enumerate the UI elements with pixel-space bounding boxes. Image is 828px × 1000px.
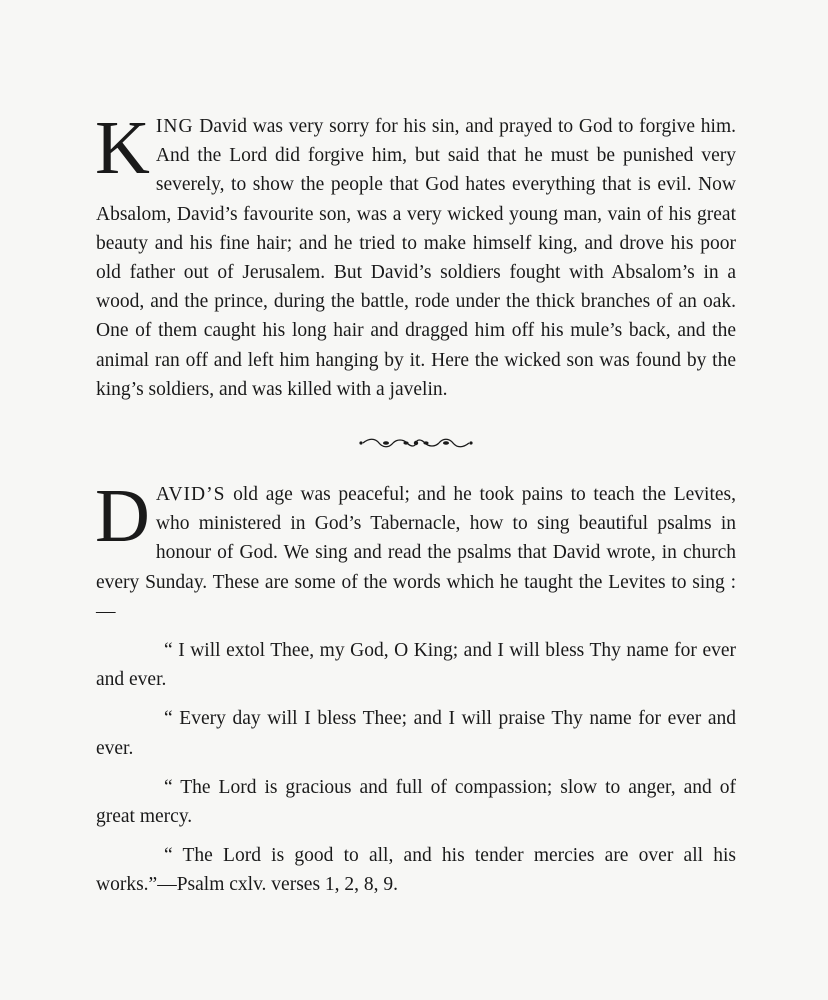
page-body [95, 106, 736, 900]
dropcap-k: K [95, 106, 150, 190]
psalm-verse-3: “ The Lord is gracious and full of compassion; slow to anger, and of great mercy. [96, 776, 736, 828]
lead-caps-davids: AVID’S [155, 484, 226, 506]
psalm-verse-4: “ The Lord is good to all, and his tender mercies are over all his works.”—Psalm cxlv. verses 1, 2, 8, 9. [96, 845, 736, 896]
paragraph-king-david [95, 106, 736, 404]
dropcap-d: D [95, 474, 150, 559]
psalm-verse-2: “ Every day will I bless Thee; and I will praise Thy name for ever and ever. [96, 708, 736, 759]
psalm-verse-1: “ I will extol Thee, my God, O King; and I will bless Thy name for ever and ever. [96, 640, 736, 691]
lead-caps-ing: ING [155, 116, 194, 137]
paragraph-text: David was very sorry for his sin, and prayed to God to forgive him. And the Lord did forgive him, but said that he must be punished very severely, to show the people that God hates everything that is evil. Now Absalom, David’s favourite son, was a very wicked young man, vain of his great beauty and his fine hair; and he tried to make himself king, and drove his poor old father out of Jerusalem. But David’s soldiers fought with Absalom’s in a wood, and the prince, during the battle, rode under the thick branches of an oak. One of them caught his long hair and dragged him off his mule’s back, and the animal ran off and left him hanging by it. Here the wicked son was found by the king’s soldiers, and was killed with a javelin. [96, 116, 736, 400]
scroll-ornament-icon [359, 436, 473, 450]
paragraph-text: old age was peaceful; and he took pains to teach the Levites, who ministered in God’s Tabernacle, how to sing beautiful psalms in honour of God. We sing and read the psalms that David wrote, in church every Sunday. These are some of the words which he taught the Levites to sing :— [96, 484, 736, 622]
paragraph-davids-old-age [95, 474, 736, 626]
